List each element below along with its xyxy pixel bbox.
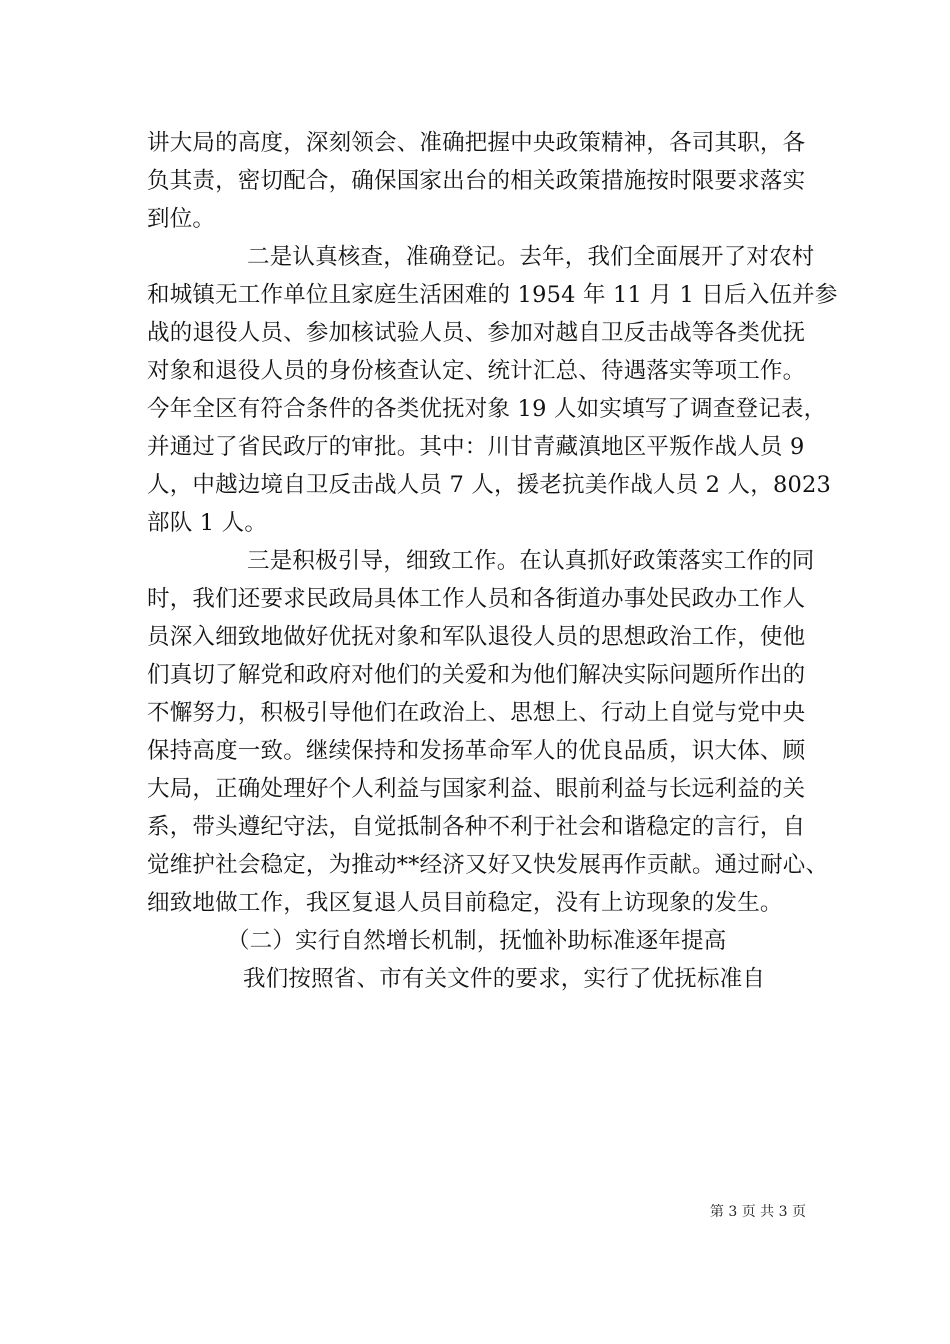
text-line: 讲大局的高度，深刻领会、准确把握中央政策精神，各司其职，各 bbox=[147, 130, 806, 156]
text-line: 战的退役人员、参加核试验人员、参加对越自卫反击战等各类优抚 bbox=[147, 320, 806, 346]
text-line: 和城镇无工作单位且家庭生活困难的 1954 年 11 月 1 日后入伍并参 bbox=[147, 282, 838, 308]
text-line: 们真切了解党和政府对他们的关爱和为他们解决实际问题所作出的 bbox=[147, 662, 806, 688]
text-line: 并通过了省民政厅的审批。其中：川甘青藏滇地区平叛作战人员 9 bbox=[147, 434, 805, 460]
text-line: 系，带头遵纪守法，自觉抵制各种不利于社会和谐稳定的言行，自 bbox=[147, 814, 806, 840]
text-line: 人，中越边境自卫反击战人员 7 人，援老抗美作战人员 2 人，8023 bbox=[147, 472, 832, 498]
text-line: 到位。 bbox=[147, 206, 216, 232]
text-line: 不懈努力，积极引导他们在政治上、思想上、行动上自觉与党中央 bbox=[147, 700, 806, 726]
text-line: 负其责，密切配合，确保国家出台的相关政策措施按时限要求落实 bbox=[147, 168, 806, 194]
text-line: 部队 1 人。 bbox=[147, 510, 268, 536]
text-line: 今年全区有符合条件的各类优抚对象 19 人如实填写了调查登记表， bbox=[147, 396, 827, 422]
section-heading: （二）实行自然增长机制，抚恤补助标准逐年提高 bbox=[227, 928, 727, 954]
paragraph-start-line: 我们按照省、市有关文件的要求，实行了优抚标准自 bbox=[243, 966, 766, 992]
paragraph-start-line: 二是认真核查，准确登记。去年，我们全面展开了对农村 bbox=[247, 244, 815, 270]
paragraph-start-line: 三是积极引导，细致工作。在认真抓好政策落实工作的同 bbox=[247, 548, 815, 574]
page-number-footer: 第 3 页 共 3 页 bbox=[709, 1204, 806, 1220]
text-line: 对象和退役人员的身份核查认定、统计汇总、待遇落实等项工作。 bbox=[147, 358, 806, 384]
text-line: 时，我们还要求民政局具体工作人员和各街道办事处民政办工作人 bbox=[147, 586, 806, 612]
text-line: 员深入细致地做好优抚对象和军队退役人员的思想政治工作，使他 bbox=[147, 624, 806, 650]
text-line: 觉维护社会稳定，为推动**经济又好又快发展再作贡献。通过耐心、 bbox=[147, 852, 829, 878]
text-line: 保持高度一致。继续保持和发扬革命军人的优良品质，识大体、顾 bbox=[147, 738, 806, 764]
text-line: 细致地做工作，我区复退人员目前稳定，没有上访现象的发生。 bbox=[147, 890, 783, 916]
text-line: 大局，正确处理好个人利益与国家利益、眼前利益与长远利益的关 bbox=[147, 776, 806, 802]
